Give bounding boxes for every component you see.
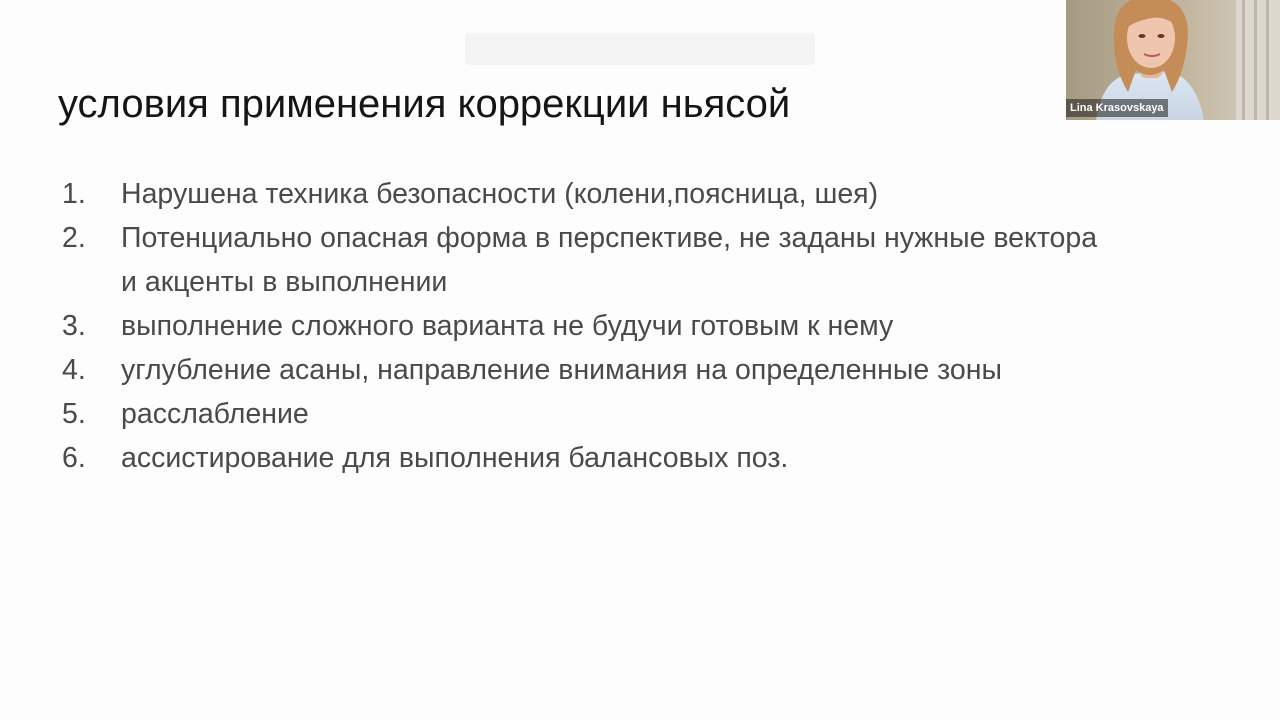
list-item-number: 5.: [62, 398, 86, 430]
list-item-number: 1.: [62, 178, 86, 210]
list-item-line: расслабление: [121, 398, 309, 430]
list-item: [62, 348, 1242, 392]
list-item-line: и акценты в выполнении: [121, 266, 448, 298]
list-item: [62, 392, 1242, 436]
blurred-toolbar: [465, 33, 815, 65]
list-item-text: [121, 172, 1242, 216]
list-item: [62, 216, 1242, 304]
list-item-text: [121, 304, 1242, 348]
list-item-text: [121, 392, 1242, 436]
list-item-line: ассистирование для выполнения балансовых поз.: [121, 442, 789, 474]
list-item-number: 6.: [62, 442, 86, 474]
slide-title: условия применения коррекции ньясой: [58, 82, 791, 126]
slide-list: [62, 172, 1242, 480]
list-item-text: [121, 436, 1242, 480]
list-item-number: 2.: [62, 222, 86, 254]
list-item-text: [121, 348, 1242, 392]
list-item-line: Потенциально опасная форма в перспективе, не заданы нужные вектора: [121, 222, 1098, 254]
list-item-number: 4.: [62, 354, 86, 386]
participant-name-label: Lina Krasovskaya: [1066, 99, 1168, 117]
list-item-number: 3.: [62, 310, 86, 342]
list-item: [62, 172, 1242, 216]
list-item-text: [121, 216, 1242, 304]
list-item-line: углубление асаны, направление внимания на определенные зоны: [121, 354, 1002, 386]
list-item: [62, 304, 1242, 348]
list-item-line: выполнение сложного варианта не будучи готовым к нему: [121, 310, 894, 342]
list-item-line: Нарушена техника безопасности (колени,поясница, шея): [121, 178, 879, 210]
list-item: [62, 436, 1242, 480]
